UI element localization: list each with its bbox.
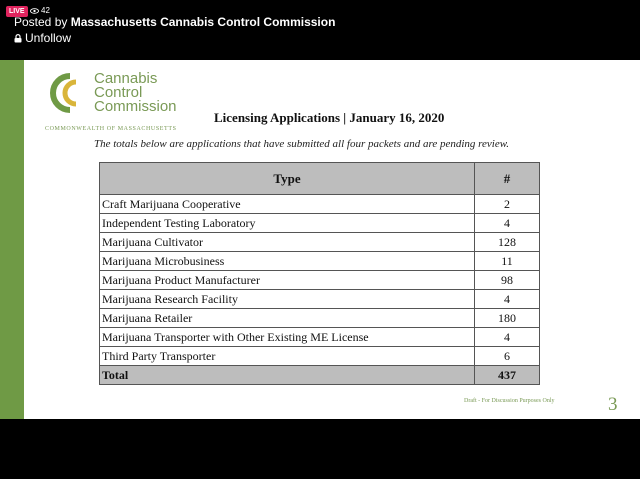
draft-note: Draft - For Discussion Purposes Only bbox=[464, 398, 555, 404]
slide-subtitle: The totals below are applications that have submitted all four packets and are pending review. bbox=[94, 138, 509, 150]
logo-line-2: Control bbox=[94, 84, 143, 101]
row-type: Marijuana Cultivator bbox=[100, 233, 475, 252]
row-type: Third Party Transporter bbox=[100, 347, 475, 366]
page-number: 3 bbox=[608, 394, 618, 415]
total-value: 437 bbox=[475, 366, 540, 385]
lock-icon bbox=[14, 34, 22, 43]
row-count: 4 bbox=[475, 290, 540, 309]
stream-footer bbox=[0, 419, 640, 479]
row-count: 4 bbox=[475, 214, 540, 233]
logo-wordmark bbox=[94, 72, 177, 114]
table-row bbox=[100, 233, 540, 252]
applications-table bbox=[99, 162, 540, 385]
table-row bbox=[100, 309, 540, 328]
slide-accent-bar bbox=[0, 60, 24, 419]
row-count: 6 bbox=[475, 347, 540, 366]
row-type: Marijuana Transporter with Other Existing ME License bbox=[100, 328, 475, 347]
logo-mark-icon bbox=[40, 70, 92, 116]
row-type: Marijuana Retailer bbox=[100, 309, 475, 328]
live-badge: LIVE bbox=[6, 6, 28, 17]
table-row bbox=[100, 290, 540, 309]
presentation-slide bbox=[0, 60, 640, 419]
unfollow-button[interactable] bbox=[14, 31, 71, 45]
logo-line-1: Cannabis bbox=[94, 70, 158, 87]
unfollow-label: Unfollow bbox=[25, 31, 72, 45]
stream-header bbox=[0, 0, 640, 60]
table-header-row bbox=[100, 163, 540, 195]
table-row bbox=[100, 195, 540, 214]
row-type: Marijuana Product Manufacturer bbox=[100, 271, 475, 290]
row-count: 11 bbox=[475, 252, 540, 271]
poster-name[interactable]: Massachusetts Cannabis Control Commission bbox=[70, 15, 336, 29]
posted-by bbox=[14, 15, 335, 30]
table-row bbox=[100, 214, 540, 233]
row-count: 180 bbox=[475, 309, 540, 328]
header-type: Type bbox=[100, 163, 475, 195]
commission-logo bbox=[40, 70, 190, 132]
row-type: Independent Testing Laboratory bbox=[100, 214, 475, 233]
total-label: Total bbox=[100, 366, 475, 385]
row-count: 98 bbox=[475, 271, 540, 290]
logo-subline: COMMONWEALTH OF MASSACHUSETTS bbox=[45, 126, 177, 132]
table-row bbox=[100, 271, 540, 290]
header-count: # bbox=[475, 163, 540, 195]
row-type: Craft Marijuana Cooperative bbox=[100, 195, 475, 214]
row-type: Marijuana Microbusiness bbox=[100, 252, 475, 271]
logo-line-3: Commission bbox=[94, 98, 177, 115]
posted-prefix: Posted by bbox=[14, 15, 71, 29]
eye-icon bbox=[30, 8, 39, 14]
table-total-row bbox=[100, 366, 540, 385]
table-row bbox=[100, 328, 540, 347]
row-type: Marijuana Research Facility bbox=[100, 290, 475, 309]
table-row bbox=[100, 347, 540, 366]
row-count: 2 bbox=[475, 195, 540, 214]
slide-title: Licensing Applications | January 16, 2020 bbox=[214, 110, 445, 125]
row-count: 128 bbox=[475, 233, 540, 252]
table-row bbox=[100, 252, 540, 271]
viewer-count-value: 42 bbox=[41, 6, 50, 15]
row-count: 4 bbox=[475, 328, 540, 347]
